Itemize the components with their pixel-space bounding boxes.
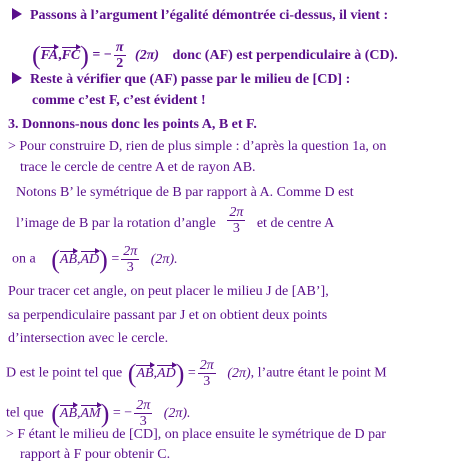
fraction-2pi-over-3-clipped: $\frac{2\pi}{3}$	[229, 205, 244, 233]
section4-line2: sa perpendiculaire passant par J et on obtient deux points	[8, 308, 328, 323]
section4-line5: tel que (AB,AM) = − $\frac{2\pi}{3}$ (2π).	[6, 398, 191, 429]
fraction-pi-over-2: $\frac{\pi}{2}$	[115, 40, 124, 71]
para1-line1: Passons à l’argument l’égalité démontrée ci-dessus, il vient :	[12, 8, 388, 24]
arrow-bullet-icon	[12, 72, 22, 84]
section4-line3: d’intersection avec le cercle.	[8, 331, 169, 346]
para2-line2: comme c’est F, c’est évident !	[32, 93, 206, 108]
fraction-2pi-over-3: $\frac{2\pi}{3}$	[123, 244, 138, 275]
section3-line2: trace le cercle de centre A et de rayon AB.	[20, 160, 256, 175]
section3-line4: l’image de B par la rotation d’angle $\frac{2\pi}{3}$ et de centre A	[16, 205, 335, 233]
section3-line1: > Pour construire D, rien de plus simple : d’après la question 1a, on	[8, 139, 387, 154]
vector-fc: FC	[61, 47, 81, 63]
fraction-2pi-over-3: $\frac{2\pi}{3}$	[199, 358, 214, 389]
vector-fa: FA	[40, 47, 59, 63]
section3-title: 3. Donnons-nous donc les points A, B et F.	[8, 117, 257, 132]
fraction-2pi-over-3: $\frac{2\pi}{3}$	[136, 398, 151, 429]
section4-line1: Pour tracer cet angle, on peut placer le milieu J de [AB’],	[8, 284, 329, 299]
section3-line5: on a (AB,AD) = $\frac{2\pi}{3}$ (2π).	[12, 244, 178, 275]
section3-line3: Notons B’ le symétrique de B par rapport à A. Comme D est	[16, 185, 354, 200]
arrow-bullet-icon	[12, 8, 22, 20]
section5-line1: > F étant le milieu de [CD], on place ensuite le symétrique de D par	[6, 427, 386, 442]
para1-equation-line: (FA,FC) = − $\frac{\pi}{2}$ (2π) donc (AF) est perpendiculaire à (CD).	[32, 40, 398, 71]
section5-line2: rapport à F pour obtenir C.	[20, 447, 171, 462]
angle-expression: (AB,AM)	[51, 398, 110, 428]
para2-line1: Reste à vérifier que (AF) passe par le milieu de [CD] :	[12, 72, 350, 88]
section4-line4: D est le point tel que (AB,AD) = $\frac{2\pi}{3}$ (2π), l’autre étant le point M	[6, 358, 387, 389]
angle-expression: (AB,AD)	[127, 358, 185, 388]
angle-expression: (AB,AD)	[51, 244, 108, 274]
angle-expression: (FA,FC)	[32, 40, 89, 70]
